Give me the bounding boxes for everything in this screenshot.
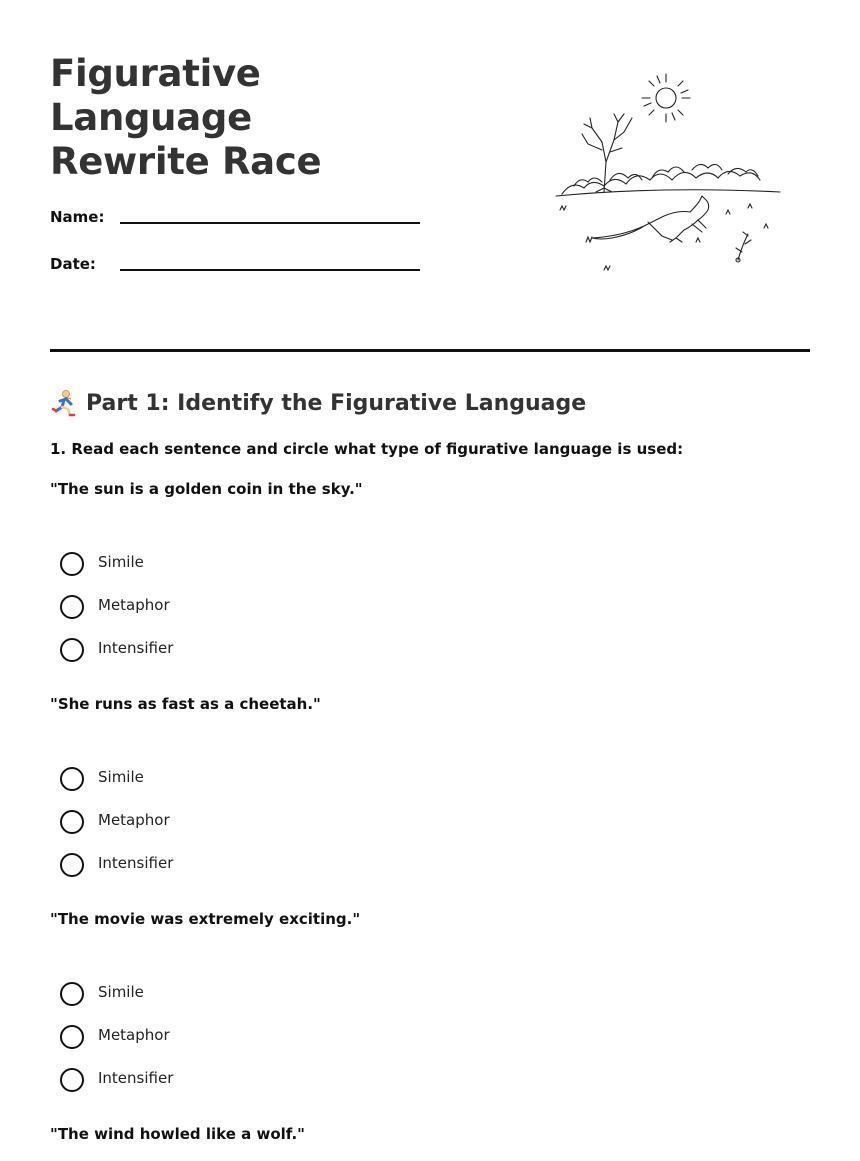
option-label: Metaphor [98,810,170,829]
question-1 [50,480,810,669]
question-4 [50,1125,810,1145]
radio-circle[interactable] [60,595,84,619]
page-title [50,52,470,184]
radio-circle[interactable] [60,1068,84,1092]
option-intensifier[interactable] [50,1056,810,1099]
option-metaphor[interactable] [50,798,810,841]
name-label: Name: [50,208,105,226]
option-simile[interactable] [50,970,810,1013]
option-simile[interactable] [50,755,810,798]
part-1-section [50,388,810,1145]
radio-circle[interactable] [60,1025,84,1049]
radio-circle[interactable] [60,810,84,834]
option-label: Simile [98,767,144,786]
kangaroo-icon [592,196,709,242]
part-1-heading [50,388,810,418]
question-quote: "The wind howled like a wolf." [50,1125,305,1143]
option-intensifier[interactable] [50,841,810,884]
section-divider [50,349,810,352]
option-label: Intensifier [98,853,174,872]
worksheet-header [50,52,470,302]
answer-options [50,755,810,884]
option-simile[interactable] [50,540,810,583]
tree-icon [574,114,642,192]
date-field[interactable] [50,255,470,302]
runner-emoji-icon [50,389,78,417]
option-label: Metaphor [98,1025,170,1044]
sun-icon [642,74,690,122]
option-label: Simile [98,552,144,571]
option-label: Intensifier [98,638,174,657]
question-quote: "She runs as fast as a cheetah." [50,695,321,713]
option-label: Metaphor [98,595,170,614]
part-1-heading-text: Part 1: Identify the Figurative Language [86,390,587,416]
answer-options [50,540,810,669]
option-metaphor[interactable] [50,583,810,626]
option-intensifier[interactable] [50,626,810,669]
outback-kangaroo-illustration [552,70,784,280]
question-2 [50,695,810,884]
question-quote: "The movie was extremely exciting." [50,910,361,928]
question-quote: "The sun is a golden coin in the sky." [50,480,363,498]
radio-circle[interactable] [60,638,84,662]
answer-options [50,970,810,1099]
title-line-2: Rewrite Race [50,140,322,183]
date-label: Date: [50,255,96,273]
radio-circle[interactable] [60,767,84,791]
question-3 [50,910,810,1099]
name-field[interactable] [50,208,470,255]
option-label: Simile [98,982,144,1001]
radio-circle[interactable] [60,853,84,877]
instruction-text: 1. Read each sentence and circle what type of figurative language is used: [50,440,684,458]
name-input-line[interactable] [120,222,420,224]
radio-circle[interactable] [60,552,84,576]
date-input-line[interactable] [120,269,420,271]
option-label: Intensifier [98,1068,174,1087]
option-metaphor[interactable] [50,1013,810,1056]
radio-circle[interactable] [60,982,84,1006]
title-line-1: Figurative Language [50,52,261,139]
